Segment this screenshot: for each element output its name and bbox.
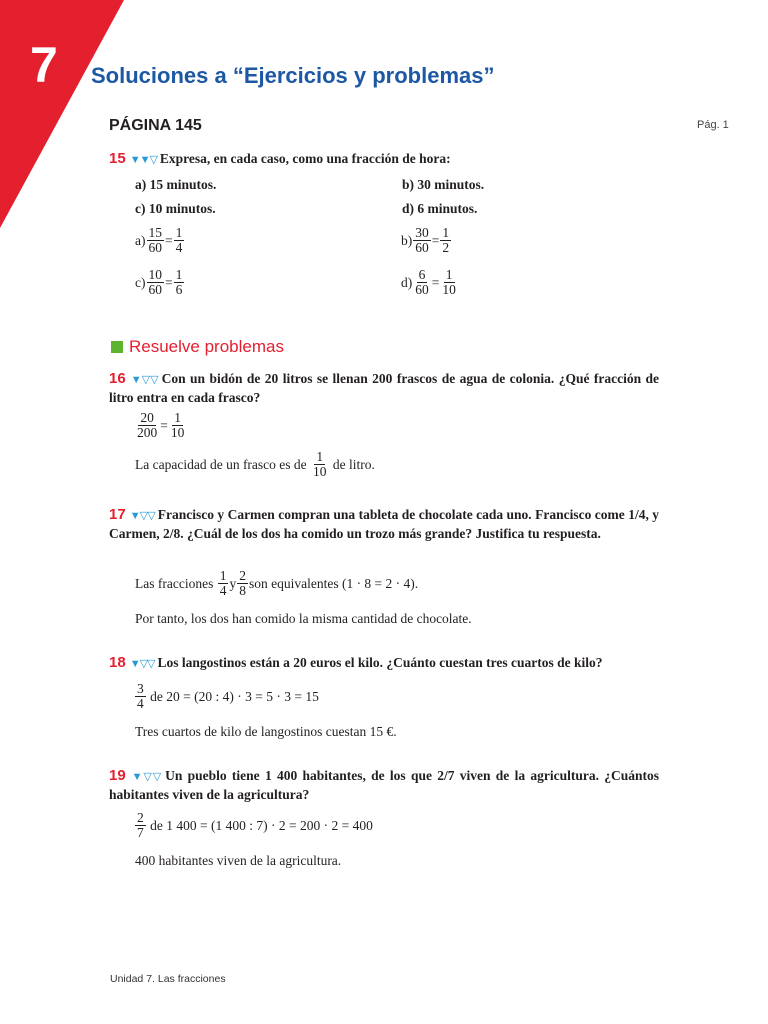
solution-c xyxy=(135,268,185,297)
fraction: $\frac{10}{60}$ xyxy=(148,267,162,297)
option-c: c) 10 minutos. xyxy=(135,201,216,216)
answer-text: son equivalentes (1 · 8 = 2 · 4). xyxy=(248,576,419,591)
solution-d xyxy=(401,268,459,297)
exercise-15 xyxy=(109,150,669,169)
statement-text: Un pueblo tiene 1 400 habitantes, de los que 2/7 viven de la agricultura. ¿Cuántos habitantes viven de la agricultura? xyxy=(109,768,660,802)
page-heading: PÁGINA 145 xyxy=(109,117,202,134)
exercise-number: 19 xyxy=(109,767,126,784)
page-title: Soluciones a “Ejercicios y problemas” xyxy=(91,63,495,88)
exercise-16-answer xyxy=(135,450,375,479)
exercise-number: 18 xyxy=(109,654,126,671)
chapter-banner xyxy=(0,0,130,230)
exercise-16-statement xyxy=(109,370,659,406)
exercise-19-answer: 400 habitantes viven de la agricultura. xyxy=(135,853,342,868)
difficulty-triangles-icon: ▼▽▽ xyxy=(129,771,163,783)
exercise-15-statement xyxy=(109,150,669,169)
equals-sign: = xyxy=(160,418,168,433)
solution-label: d) xyxy=(401,275,413,290)
section-title xyxy=(111,337,284,357)
exercise-18-equation xyxy=(134,682,319,711)
statement-text: Francisco y Carmen compran una tableta de chocolate cada uno. Francisco come 1/4, y Carmen, 2/8. ¿Cuál de los dos ha comido un trozo más grande? Justifica tu respuesta. xyxy=(109,507,659,541)
difficulty-triangles-icon: ▼▽▽ xyxy=(129,510,155,522)
statement-text: Expresa, en cada caso, como una fracción de hora: xyxy=(159,151,451,166)
fraction: $\frac{1}{6}$ xyxy=(175,267,183,297)
fraction: $\frac{20}{200}$ xyxy=(137,410,158,440)
fraction: $\frac{30}{60}$ xyxy=(415,225,429,255)
equals-sign: = xyxy=(165,233,173,248)
chapter-number: 7 xyxy=(30,37,58,93)
statement-text: Los langostinos están a 20 euros el kilo. ¿Cuánto cuestan tres cuartos de kilo? xyxy=(157,655,603,670)
exercise-17-line-1 xyxy=(135,569,418,598)
solution-label: a) xyxy=(135,233,146,248)
fraction: $\frac{1}{10}$ xyxy=(313,449,327,479)
section-title-text: Resuelve problemas xyxy=(129,337,284,356)
equals-sign: = xyxy=(165,275,173,290)
fraction: $\frac{1}{4}$ xyxy=(219,568,227,598)
solution-label: b) xyxy=(401,233,413,248)
exercise-16-equation xyxy=(134,411,187,440)
exercise-19-equation xyxy=(134,811,373,840)
equals-sign: = xyxy=(431,233,440,248)
answer-text: de litro. xyxy=(332,457,375,472)
fraction: $\frac{2}{7}$ xyxy=(137,810,144,840)
fraction: $\frac{3}{4}$ xyxy=(137,681,144,711)
exercise-17-statement xyxy=(109,506,659,542)
fraction: $\frac{1}{10}$ xyxy=(170,410,185,440)
fraction: $\frac{6}{60}$ xyxy=(415,267,429,297)
exercise-17-line-2: Por tanto, los dos han comido la misma cantidad de chocolate. xyxy=(135,611,472,626)
calculation-text: de 1 400 = (1 400 : 7) · 2 = 200 · 2 = 400 xyxy=(150,818,373,833)
equals-sign: = xyxy=(431,275,440,290)
solution-label: c) xyxy=(135,275,146,290)
answer-text: y xyxy=(229,576,237,591)
answer-text: La capacidad de un frasco es de xyxy=(135,457,307,472)
solution-a xyxy=(135,226,185,255)
page-footer: Unidad 7. Las fracciones xyxy=(110,973,226,985)
option-d: d) 6 minutos. xyxy=(402,201,478,216)
fraction: $\frac{1}{4}$ xyxy=(175,225,183,255)
difficulty-triangles-icon: ▼▽▽ xyxy=(129,374,159,386)
section-square-icon xyxy=(111,341,123,353)
solution-b xyxy=(401,226,452,255)
fraction: $\frac{2}{8}$ xyxy=(239,568,246,598)
fraction: $\frac{1}{2}$ xyxy=(442,225,450,255)
difficulty-triangles-icon: ▼▼▽ xyxy=(129,154,157,166)
answer-text: Las fracciones xyxy=(135,576,214,591)
difficulty-triangles-icon: ▼▽▽ xyxy=(129,658,155,670)
exercise-18-statement xyxy=(109,654,669,673)
option-b: b) 30 minutos. xyxy=(402,177,485,192)
fraction: $\frac{1}{10}$ xyxy=(442,267,456,297)
calculation-text: de 20 = (20 : 4) · 3 = 5 · 3 = 15 xyxy=(150,689,319,704)
exercise-19-statement xyxy=(109,767,659,803)
exercise-number: 16 xyxy=(109,370,126,387)
statement-text: Con un bidón de 20 litros se llenan 200 frascos de agua de colonia. ¿Qué fracción de litro entra en cada frasco? xyxy=(109,371,660,405)
exercise-number: 17 xyxy=(109,506,126,523)
exercise-number: 15 xyxy=(109,150,126,167)
exercise-18-answer: Tres cuartos de kilo de langostinos cuestan 15 €. xyxy=(135,724,397,739)
option-a: a) 15 minutos. xyxy=(135,177,217,192)
fraction: $\frac{15}{60}$ xyxy=(148,225,162,255)
page-indicator: Pág. 1 xyxy=(697,119,729,131)
